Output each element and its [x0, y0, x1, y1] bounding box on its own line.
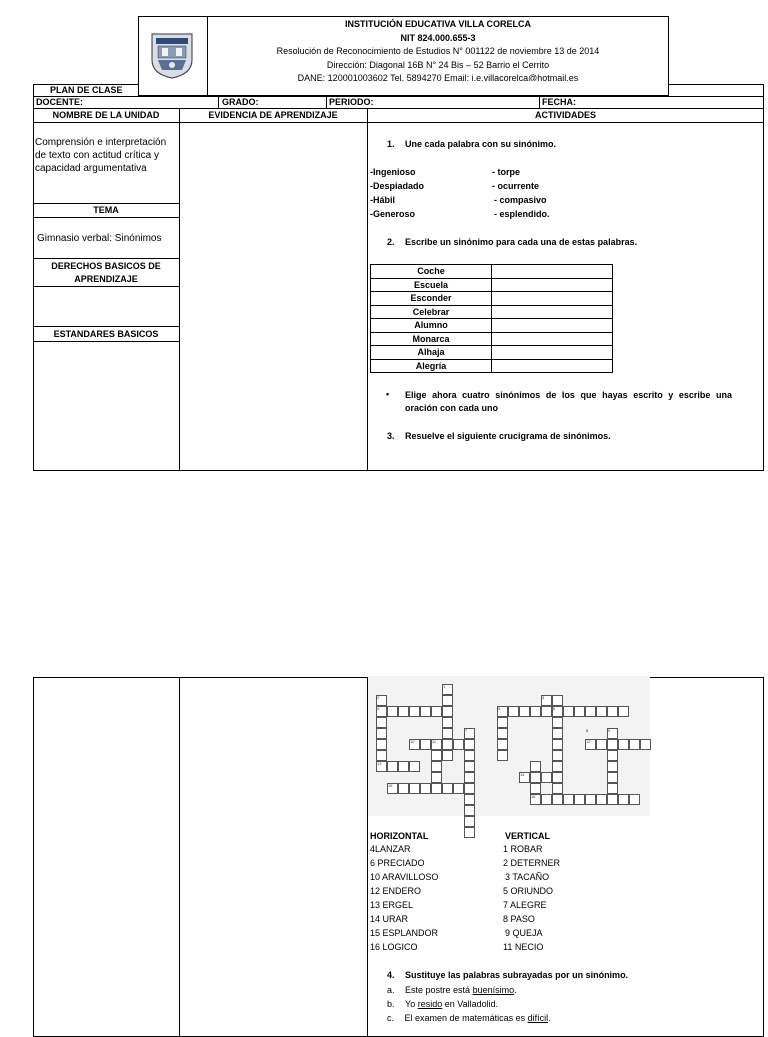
- crossword-cell[interactable]: [629, 794, 640, 805]
- crossword-cell[interactable]: [442, 695, 453, 706]
- sentence-a-before: Este postre está: [405, 985, 473, 995]
- sentence-b-letter: b.: [387, 999, 395, 1009]
- crossword-number: 4: [377, 706, 380, 711]
- crossword-cell[interactable]: [563, 706, 574, 717]
- answer-cell[interactable]: [492, 305, 613, 319]
- table-row: [371, 359, 613, 373]
- crossword-cell[interactable]: [552, 717, 563, 728]
- crossword-cell[interactable]: [607, 739, 618, 750]
- crossword-cell[interactable]: [618, 739, 629, 750]
- vertical-clue: 5 ORIUNDO: [503, 886, 554, 896]
- vertical-clue: 3 TACAÑO: [505, 872, 550, 882]
- institution-contact: DANE: 120001003602 Tel. 5894270 Email: i.e.villacorelca@hotmail.es: [297, 73, 579, 81]
- crossword-cell[interactable]: [596, 706, 607, 717]
- crossword-cell[interactable]: [497, 728, 508, 739]
- vertical-clue: 1 ROBAR: [503, 844, 543, 854]
- crossword-cell[interactable]: [431, 772, 442, 783]
- horizontal-clue: 15 ESPLANDOR: [370, 928, 439, 938]
- sentence-c-letter: c.: [387, 1013, 395, 1023]
- crossword-cell[interactable]: [387, 706, 398, 717]
- answer-cell[interactable]: [492, 359, 613, 373]
- vertical-clue: 11 NECIO: [503, 942, 544, 952]
- crossword-cell[interactable]: [464, 783, 475, 794]
- crossword-cell[interactable]: [552, 695, 563, 706]
- synonym-table: [370, 264, 613, 373]
- crossword-cell[interactable]: [464, 827, 475, 838]
- sentence-b-underlined: resido: [417, 999, 443, 1009]
- crossword-cell[interactable]: [552, 761, 563, 772]
- horizontal-clue: 13 ERGEL: [370, 900, 414, 910]
- crossword-cell[interactable]: [431, 706, 442, 717]
- crossword-cell[interactable]: [420, 783, 431, 794]
- horizontal-label: HORIZONTAL: [370, 831, 429, 841]
- crossword-cell[interactable]: [464, 805, 475, 816]
- crossword-cell[interactable]: [541, 794, 552, 805]
- crossword-cell[interactable]: [376, 717, 387, 728]
- crossword-cell[interactable]: [607, 783, 618, 794]
- crossword-cell[interactable]: [464, 739, 475, 750]
- crossword-cell[interactable]: [398, 706, 409, 717]
- crossword-cell[interactable]: [409, 783, 420, 794]
- crossword-cell[interactable]: [431, 761, 442, 772]
- pair-4-left: -Generoso: [370, 209, 416, 219]
- crossword-number: 11: [432, 739, 437, 744]
- sentence-c-underlined: difícil: [527, 1013, 549, 1023]
- table-row: [371, 278, 613, 292]
- crossword-cell[interactable]: [442, 728, 453, 739]
- pair-1-right: - torpe: [492, 167, 520, 177]
- col-evidencia-header: EVIDENCIA DE APRENDIZAJE: [208, 110, 338, 120]
- crossword-cell[interactable]: [409, 761, 420, 772]
- col-unidad-header: NOMBRE DE LA UNIDAD: [52, 110, 160, 120]
- plan-label: PLAN DE CLASE: [50, 85, 123, 95]
- crossword-cell[interactable]: [530, 783, 541, 794]
- crossword-cell[interactable]: [464, 772, 475, 783]
- institution-resolution: Resolución de Reconocimiento de Estudios N° 001122 de noviembre 13 de 2014: [276, 46, 600, 56]
- crossword-cell[interactable]: [519, 706, 530, 717]
- crossword-cell[interactable]: [409, 706, 420, 717]
- crossword-cell[interactable]: [398, 783, 409, 794]
- crossword-cell[interactable]: [574, 706, 585, 717]
- crossword-cell[interactable]: [585, 794, 596, 805]
- crossword-cell[interactable]: [530, 772, 541, 783]
- crossword-cell[interactable]: [607, 761, 618, 772]
- activity-3-number: 3.: [387, 431, 395, 441]
- pair-1-left: -Ingenioso: [370, 167, 416, 177]
- crossword-number: 2: [377, 695, 380, 700]
- activity-2-number: 2.: [387, 237, 395, 247]
- crossword-cell[interactable]: [464, 816, 475, 827]
- crossword-cell[interactable]: [497, 717, 508, 728]
- tema-label: TEMA: [93, 205, 119, 215]
- crossword-cell[interactable]: [464, 750, 475, 761]
- header-text: [208, 18, 668, 81]
- crossword-number: 10: [410, 739, 415, 744]
- sentence-a-letter: a.: [387, 985, 395, 995]
- vertical-label: VERTICAL: [505, 831, 550, 841]
- crossword-number: 16: [531, 794, 536, 799]
- pair-2-left: -Despiadado: [370, 181, 425, 191]
- crossword-cell[interactable]: [420, 739, 431, 750]
- crossword-cell[interactable]: [442, 717, 453, 728]
- vertical-clue: 2 DETERNER: [503, 858, 561, 868]
- sentence-b-before: Yo: [405, 999, 418, 1009]
- crossword-cell[interactable]: [618, 706, 629, 717]
- sentence-c-before: El examen de matemáticas es: [404, 1013, 528, 1023]
- vertical-clue: 7 ALEGRE: [503, 900, 547, 910]
- crossword-cell[interactable]: [596, 794, 607, 805]
- crossword-cell[interactable]: [453, 783, 464, 794]
- activity-3-title: Resuelve el siguiente crucigrama de sinónimos.: [405, 431, 611, 441]
- sentence-b: [387, 999, 498, 1010]
- crossword-cell[interactable]: [629, 739, 640, 750]
- fecha-label: FECHA:: [542, 97, 576, 107]
- crossword-cell[interactable]: [563, 794, 574, 805]
- periodo-label: PERIODO:: [329, 97, 374, 107]
- word-cell: Escuela: [371, 278, 492, 292]
- word-cell: Celebrar: [371, 305, 492, 319]
- horizontal-clue: 10 ARAVILLOSO: [370, 872, 439, 882]
- crossword-number: 9: [608, 728, 611, 733]
- crossword-cell[interactable]: [376, 728, 387, 739]
- sentence-a-after: .: [514, 985, 517, 995]
- crossword-cell[interactable]: [420, 706, 431, 717]
- crossword-cell[interactable]: [398, 761, 409, 772]
- activity-1-number: 1.: [387, 139, 395, 149]
- table-row: [371, 319, 613, 333]
- crossword-cell[interactable]: [464, 761, 475, 772]
- answer-cell[interactable]: [492, 292, 613, 306]
- tema-text: Gimnasio verbal: Sinónimos: [37, 233, 162, 244]
- crossword-cell[interactable]: [376, 739, 387, 750]
- horizontal-clue: 14 URAR: [370, 914, 409, 924]
- crossword-cell[interactable]: [552, 750, 563, 761]
- pair-4-right: - esplendido.: [494, 209, 550, 219]
- answer-cell[interactable]: [492, 346, 613, 360]
- crossword-number: 8: [586, 728, 589, 733]
- crossword-number: 12: [586, 739, 591, 744]
- sentence-a: [387, 985, 517, 996]
- crossword-cell[interactable]: [640, 739, 651, 750]
- word-cell: Alumno: [371, 319, 492, 333]
- word-cell: Alhaja: [371, 346, 492, 360]
- crossword-cell[interactable]: [376, 750, 387, 761]
- bullet-text: Elige ahora cuatro sinónimos de los que hayas escrito y escribe una oración con cada uno: [405, 390, 732, 413]
- word-cell: Esconder: [371, 292, 492, 306]
- crossword-cell[interactable]: [442, 750, 453, 761]
- sentence-c-after: .: [548, 1013, 551, 1023]
- crossword-cell[interactable]: [607, 772, 618, 783]
- institution-nit: NIT 824.000.655-3: [400, 32, 476, 43]
- institution-address: Dirección: Diagonal 16B N° 24 Bis – 52 Barrio el Cerrito: [326, 59, 550, 70]
- crossword-cell[interactable]: [552, 794, 563, 805]
- crossword-cell[interactable]: [552, 772, 563, 783]
- unit-text: Comprensión e interpretación de texto con actitud crítica y capacidad argumentativa: [35, 137, 167, 174]
- crossword-cell[interactable]: [552, 728, 563, 739]
- vertical-clue: 9 QUEJA: [505, 928, 543, 938]
- horizontal-clue: 12 ENDERO: [370, 886, 422, 896]
- word-cell: Alegría: [371, 359, 492, 373]
- activity-1-title: Une cada palabra con su sinónimo.: [405, 139, 557, 149]
- table-row: [371, 292, 613, 306]
- crossword-cell[interactable]: [431, 783, 442, 794]
- grado-label: GRADO:: [222, 97, 259, 107]
- dba-label: DERECHOS BASICOS DE APRENDIZAJE: [51, 261, 161, 284]
- word-cell: Coche: [371, 265, 492, 279]
- horizontal-clue: 4LANZAR: [370, 844, 411, 854]
- table-row: [371, 332, 613, 346]
- sentence-c: [387, 1013, 551, 1024]
- answer-cell[interactable]: [492, 319, 613, 333]
- answer-cell[interactable]: [492, 265, 613, 279]
- answer-cell[interactable]: [492, 332, 613, 346]
- pair-3-left: -Hábil: [370, 195, 396, 205]
- crossword-cell[interactable]: [453, 739, 464, 750]
- crossword-cell[interactable]: [607, 706, 618, 717]
- estandares-label: ESTANDARES BASICOS: [53, 329, 159, 339]
- crossword-cell[interactable]: [530, 706, 541, 717]
- activity-4-number: 4.: [387, 970, 395, 980]
- crossword-cell[interactable]: [442, 706, 453, 717]
- bullet-icon: •: [386, 389, 390, 399]
- crossword-cell[interactable]: [552, 739, 563, 750]
- crossword-number: 5: [498, 706, 501, 711]
- crossword-cell[interactable]: [442, 739, 453, 750]
- sentence-a-underlined: buenísimo: [472, 985, 515, 995]
- col-actividades-header: ACTIVIDADES: [534, 110, 596, 120]
- crossword-number: 1: [443, 684, 446, 689]
- crossword-cell[interactable]: [497, 739, 508, 750]
- table-row: [371, 346, 613, 360]
- pair-3-right: - compasivo: [494, 195, 547, 205]
- crossword-cell[interactable]: [541, 772, 552, 783]
- crossword-cell[interactable]: [541, 706, 552, 717]
- crossword-cell[interactable]: [464, 794, 475, 805]
- sentence-b-after: en Valladolid.: [442, 999, 499, 1009]
- crossword-number: 14: [520, 772, 525, 777]
- crossword-cell[interactable]: [607, 750, 618, 761]
- docente-label: DOCENTE:: [36, 97, 83, 107]
- crossword-cell[interactable]: [530, 761, 541, 772]
- crossword-cell[interactable]: [585, 706, 596, 717]
- institution-name: INSTITUCIÓN EDUCATIVA VILLA CORELCA: [345, 19, 531, 29]
- crossword-cell[interactable]: [387, 761, 398, 772]
- crossword-cell[interactable]: [508, 706, 519, 717]
- horizontal-clue: 16 LOGICO: [370, 942, 418, 952]
- crossword-cell[interactable]: [552, 783, 563, 794]
- table-row: [371, 305, 613, 319]
- crossword-grid: [368, 676, 650, 816]
- crossword-cell[interactable]: [431, 750, 442, 761]
- crossword-number: 13: [377, 761, 382, 766]
- word-cell: Monarca: [371, 332, 492, 346]
- crossword-number: 6: [553, 706, 556, 711]
- crossword-cell[interactable]: [618, 794, 629, 805]
- crossword-cell[interactable]: [497, 750, 508, 761]
- crossword-number: 7: [465, 728, 468, 733]
- crossword-number: 3: [542, 695, 545, 700]
- horizontal-clue: 6 PRECIADO: [370, 858, 425, 868]
- activity-2-title: Escribe un sinónimo para cada una de estas palabras.: [405, 237, 638, 247]
- vertical-clue: 8 PASO: [503, 914, 535, 924]
- crossword-number: 15: [388, 783, 393, 788]
- activity-4-title: Sustituye las palabras subrayadas por un sinónimo.: [405, 970, 629, 980]
- crossword-cell[interactable]: [574, 794, 585, 805]
- pair-2-right: - ocurrente: [492, 181, 540, 191]
- answer-cell[interactable]: [492, 278, 613, 292]
- crossword-cell[interactable]: [607, 794, 618, 805]
- crossword-cell[interactable]: [442, 783, 453, 794]
- table-row: [371, 265, 613, 279]
- school-shield-logo: [148, 30, 196, 80]
- crossword-cell[interactable]: [596, 739, 607, 750]
